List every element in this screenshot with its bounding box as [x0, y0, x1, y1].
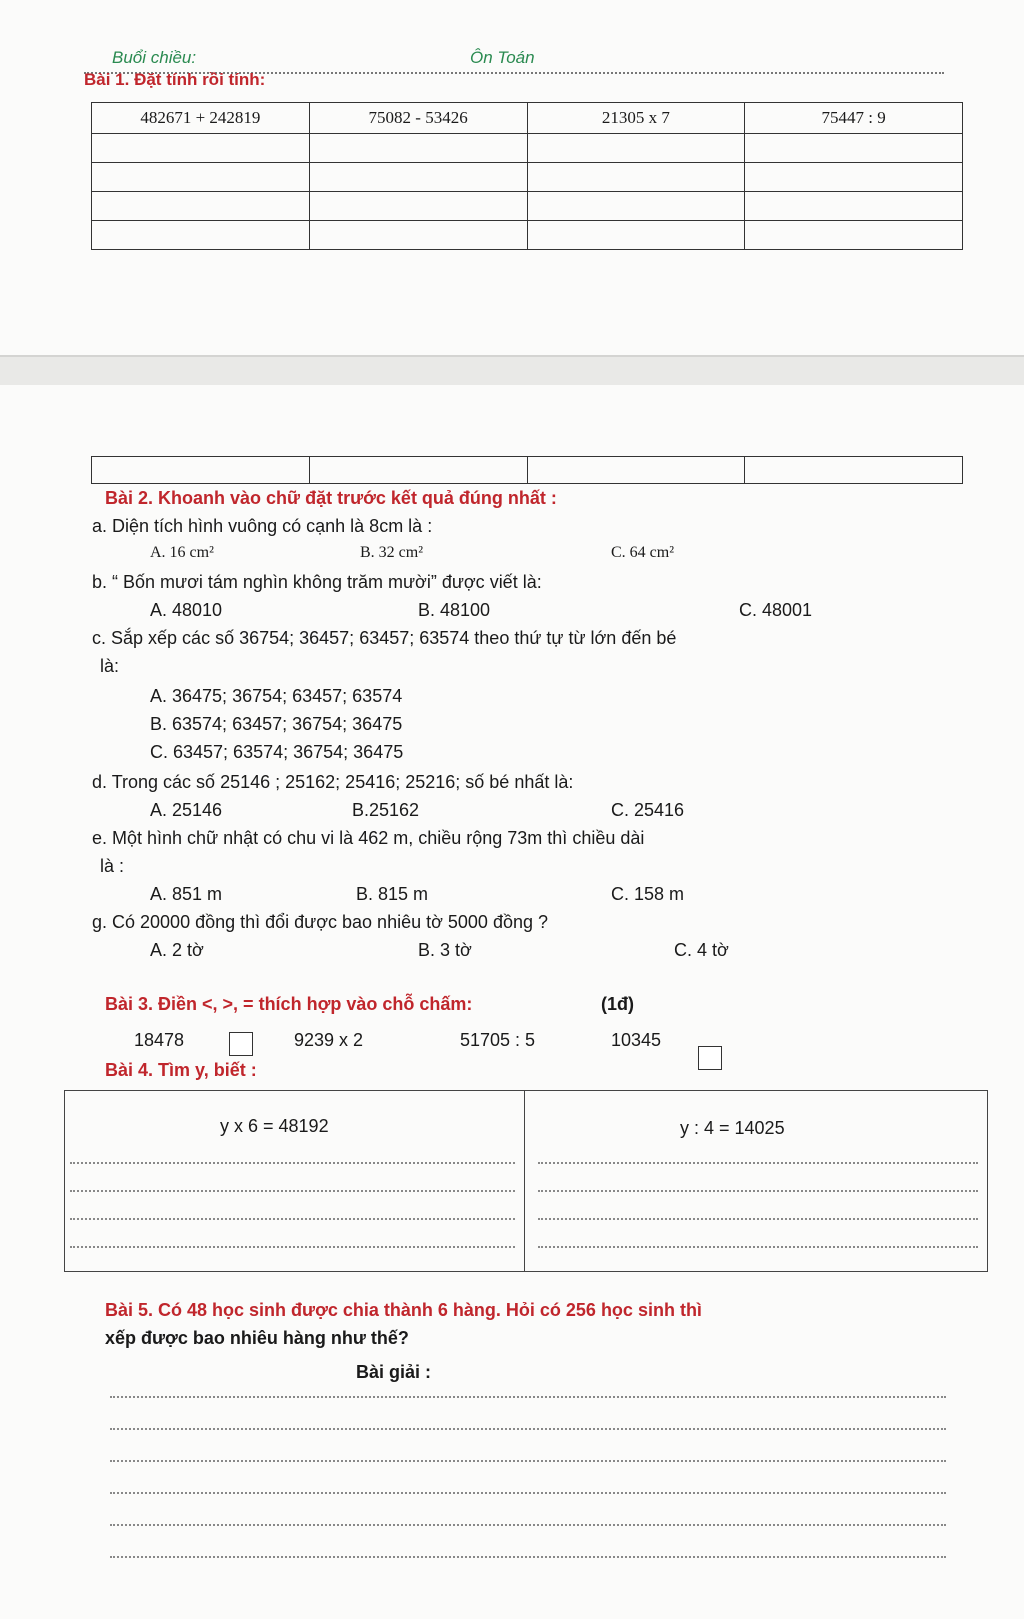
- q-b-option-a: A. 48010: [150, 600, 223, 620]
- bai5-question-cont: xếp được bao nhiêu hàng như thế?: [105, 1328, 409, 1348]
- q-a: a. Diện tích hình vuông có cạnh là 8cm là :: [92, 516, 433, 536]
- solution-line[interactable]: [110, 1460, 946, 1462]
- bai1-title: Bài 1. Đặt tính rồi tính:: [84, 70, 266, 89]
- q-e-option-c: C. 158 m: [611, 884, 685, 904]
- answer-line[interactable]: [70, 1246, 515, 1248]
- bai3-title: Bài 3. Điền <, >, = thích hợp vào chỗ chấm:: [105, 994, 473, 1014]
- bai4-workspace: [64, 1090, 988, 1272]
- session-label: Buổi chiều:: [112, 48, 197, 67]
- solution-line[interactable]: [110, 1492, 946, 1494]
- compare-1-left: 18478: [134, 1030, 185, 1050]
- problem-subtract: 75082 - 53426: [309, 103, 527, 134]
- q-b: b. “ Bốn mươi tám nghìn không trăm mười” được viết là:: [92, 572, 542, 592]
- answer-line[interactable]: [538, 1162, 978, 1164]
- q-d-option-a: A. 25146: [150, 800, 223, 820]
- problem-add: 482671 + 242819: [92, 103, 310, 134]
- q-c-option-c: C. 63457; 63574; 36754; 36475: [150, 742, 404, 762]
- q-g-option-b: B. 3 tờ: [418, 940, 472, 960]
- compare-1-right: 9239 x 2: [294, 1030, 364, 1050]
- q-a-option-b: B. 32 cm²: [360, 544, 424, 561]
- answer-line[interactable]: [70, 1218, 515, 1220]
- q-e-option-b: B. 815 m: [356, 884, 429, 904]
- answer-line[interactable]: [538, 1190, 978, 1192]
- problem-divide: 75447 : 9: [745, 103, 963, 134]
- compare-2-right: 10345: [611, 1030, 662, 1050]
- solution-line[interactable]: [110, 1556, 946, 1558]
- bai5-question-text: Bài 5. Có 48 học sinh được chia thành 6 hàng. Hỏi có 256 học sinh thì: [105, 1300, 702, 1320]
- solution-heading: Bài giải :: [356, 1362, 432, 1382]
- q-e: e. Một hình chữ nhật có chu vi là 462 m, chiều rộng 73m thì chiều dài: [92, 828, 645, 848]
- bai2-title: Bài 2. Khoanh vào chữ đặt trước kết quả đúng nhất :: [105, 488, 557, 508]
- bai3-points: (1đ): [601, 994, 634, 1014]
- q-c-option-a: A. 36475; 36754; 63457; 63574: [150, 686, 403, 706]
- q-e-option-a: A. 851 m: [150, 884, 223, 904]
- equation-1: y x 6 = 48192: [220, 1116, 329, 1136]
- q-d-option-b: B.25162: [352, 800, 420, 820]
- bai1-table-continued: [91, 456, 963, 484]
- q-c-option-b: B. 63574; 63457; 36754; 36475: [150, 714, 403, 734]
- solution-line[interactable]: [110, 1396, 946, 1398]
- q-b-option-c: C. 48001: [739, 600, 813, 620]
- compare-1-answer-box[interactable]: [229, 1032, 253, 1056]
- answer-line[interactable]: [538, 1218, 978, 1220]
- compare-2-left: 51705 : 5: [460, 1030, 536, 1050]
- equation-2: y : 4 = 14025: [680, 1118, 785, 1138]
- page-gap: [0, 355, 1024, 387]
- q-c-cont: là:: [100, 656, 120, 676]
- bai5-question: [105, 1300, 702, 1321]
- compare-2-answer-box[interactable]: [698, 1046, 722, 1070]
- bai1-table: [91, 102, 963, 250]
- q-c: c. Sắp xếp các số 36754; 36457; 63457; 63574 theo thứ tự từ lớn đến bé: [92, 628, 677, 648]
- q-b-option-b: B. 48100: [418, 600, 491, 620]
- q-g-option-c: C. 4 tờ: [674, 940, 729, 960]
- q-d: d. Trong các số 25146 ; 25162; 25416; 25216; số bé nhất là:: [92, 772, 574, 792]
- answer-line[interactable]: [538, 1246, 978, 1248]
- answer-line[interactable]: [70, 1162, 515, 1164]
- bai4-title: Bài 4. Tìm y, biết :: [105, 1060, 257, 1080]
- solution-line[interactable]: [110, 1428, 946, 1430]
- subject-label: Ôn Toán: [470, 48, 535, 67]
- q-a-option-a: A. 16 cm²: [150, 544, 214, 561]
- q-d-option-c: C. 25416: [611, 800, 685, 820]
- answer-line[interactable]: [70, 1190, 515, 1192]
- solution-line[interactable]: [110, 1524, 946, 1526]
- q-g-option-a: A. 2 tờ: [150, 940, 204, 960]
- q-g: g. Có 20000 đồng thì đổi được bao nhiêu tờ 5000 đồng ?: [92, 912, 549, 932]
- q-a-option-c: C. 64 cm²: [611, 544, 675, 561]
- q-e-cont: là :: [100, 856, 125, 876]
- problem-multiply: 21305 x 7: [527, 103, 745, 134]
